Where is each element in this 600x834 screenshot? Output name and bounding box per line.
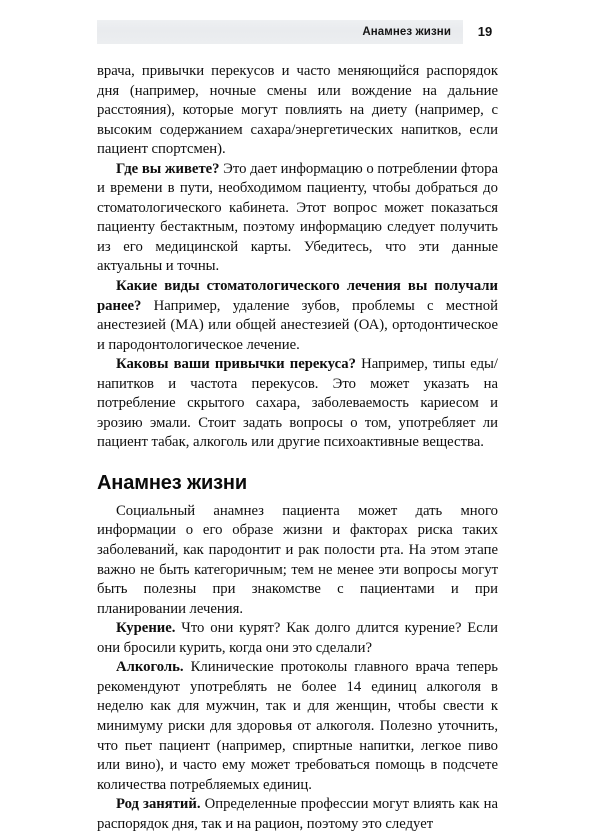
paragraph-previous-treatment [97, 277, 498, 355]
paragraph-continued [97, 62, 498, 160]
paragraph-lead-in: Какие виды стоматологического лечения вы получали ранее? [97, 278, 498, 314]
paragraph-text: Социальный анамнез пациента может дать много информации о его образе жизни и факторах риска таких заболеваний, как пародонтит и рак полости рта. На этом этапе важно не быть категоричным; тем не менее эти вопросы могут быть полезны при знакомстве с пациентами и при планировании лечения. [97, 502, 498, 617]
running-head [0, 20, 600, 44]
paragraph-lead-in: Где вы живете? [116, 160, 220, 177]
paragraph-text: врача, привычки перекусов и часто меняющийся распорядок дня (например, ночные смены или вождение на дальние расстояния), которые могут повлиять на диету (например, с высоким содержанием сахара/энергетических напитков, если пациент спортсмен). [97, 63, 498, 158]
paragraph-lead-in: Алкоголь. [116, 659, 184, 676]
paragraph-lead-in: Каковы ваши привычки перекуса? [116, 356, 356, 373]
paragraph-text: Что они курят? Как долго длится курение? Если они бросили курить, когда они это сделали? [97, 620, 498, 656]
paragraph-social-history [97, 502, 498, 619]
paragraph-occupation [97, 795, 498, 834]
paragraph-text: Это дает информацию о потреблении фтора и времени в пути, необходимом пациенту, чтобы добраться до стоматологического кабинета. Этот вопрос может показаться пациенту бестактным, поэтому информацию следует получить из его медицинской карты. Убедитесь, что эти данные актуальны и точны. [97, 160, 498, 275]
paragraph-lead-in: Курение. [116, 620, 176, 637]
paragraph-smoking [97, 619, 498, 658]
paragraph-text: Клинические протоколы главного врача теперь рекомендуют употреблять не более 14 единиц алкоголя в неделю как для мужчин, так и для женщин, чтобы свести к минимуму риски для здоровья от алкоголя. Полезно уточнить, что пьет пациент (например, спиртные напитки, легкое пиво или вино), и часто ему может требоваться помощь в подсчете количества потребляемых единиц. [97, 659, 498, 793]
paragraph-alcohol [97, 658, 498, 795]
section-heading-block [97, 453, 498, 502]
section-heading: Анамнез жизни [97, 471, 247, 494]
paragraph-lead-in: Род занятий. [116, 796, 201, 813]
text-column [97, 62, 498, 834]
paragraph-text: Определенные профессии могут влиять как на распорядок дня, так и на рацион, поэтому это следует [97, 796, 498, 832]
paragraph-where-do-you-live [97, 160, 498, 277]
paragraph-snacking-habits [97, 355, 498, 453]
paragraph-text: Например, удаление зубов, проблемы с местной анестезией (МА) или общей анестезией (ОА), ортодонтическое и пародонтологическое лечение. [97, 297, 498, 353]
page-number: 19 [477, 24, 493, 39]
paragraph-text: Например, типы еды/напитков и частота перекусов. Это может указать на потребление скрытого сахара, заболеваемость кариесом и эрозию эмали. Стоит задать вопросы о том, употребляет ли пациент табак, алкоголь или другие психоактивные вещества. [97, 356, 498, 451]
running-head-title: Анамнез жизни [362, 26, 451, 38]
